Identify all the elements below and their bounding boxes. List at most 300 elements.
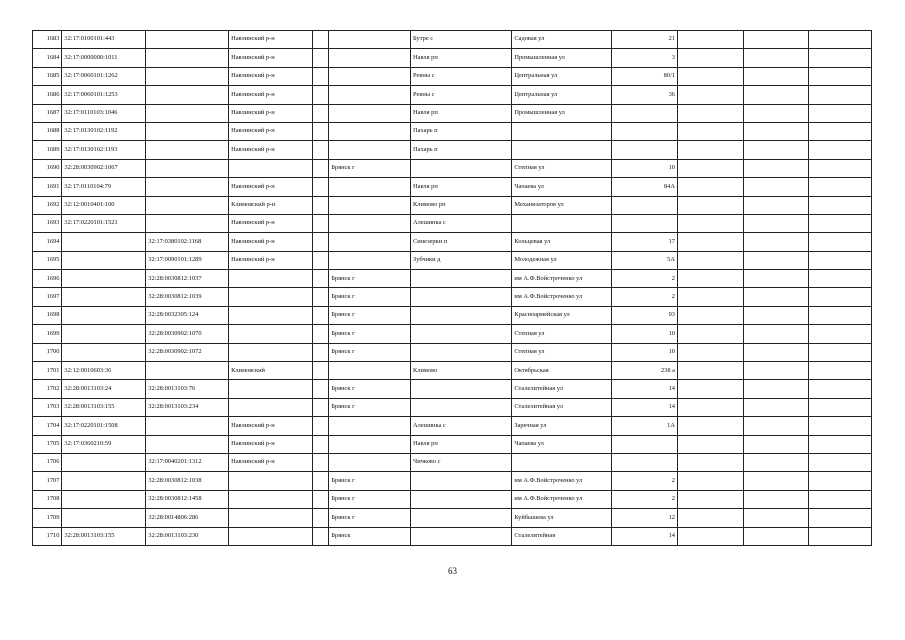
- cadastral-number-alt-cell: [146, 86, 229, 104]
- district-cell: Навлинский р-н: [229, 251, 313, 269]
- row-number-cell: 1690: [33, 159, 62, 177]
- table-row: [33, 49, 872, 67]
- extra-cell: [744, 306, 808, 324]
- table-row: [33, 362, 872, 380]
- house-number-cell: [611, 122, 677, 140]
- cadastral-number-alt-cell: 32:28:0030812:1038: [146, 472, 229, 490]
- extra-cell: [808, 509, 871, 527]
- row-number-cell: 1684: [33, 49, 62, 67]
- cadastral-number-cell: [62, 251, 146, 269]
- city-cell: [329, 196, 411, 214]
- table-row: [33, 159, 872, 177]
- district-cell: Навлинский р-н: [229, 104, 313, 122]
- extra-cell: [744, 251, 808, 269]
- house-number-cell: 14: [611, 380, 677, 398]
- cadastral-number-alt-cell: [146, 141, 229, 159]
- cadastral-number-alt-cell: 32:17:0380102:1168: [146, 233, 229, 251]
- cadastral-number-cell: 32:17:0110104:79: [62, 178, 146, 196]
- house-number-cell: [611, 141, 677, 159]
- extra-cell: [677, 472, 743, 490]
- row-number-cell: 1687: [33, 104, 62, 122]
- district-cell: [229, 490, 313, 508]
- spacer-cell: [312, 67, 328, 85]
- extra-cell: [808, 214, 871, 232]
- district-cell: [229, 380, 313, 398]
- extra-cell: [808, 306, 871, 324]
- spacer-cell: [312, 380, 328, 398]
- extra-cell: [677, 214, 743, 232]
- cadastral-number-cell: [62, 270, 146, 288]
- cadastral-number-cell: [62, 472, 146, 490]
- extra-cell: [808, 490, 871, 508]
- extra-cell: [677, 325, 743, 343]
- city-cell: Брянск г: [329, 398, 411, 416]
- city-cell: Брянск г: [329, 306, 411, 324]
- street-cell: Центральная ул: [512, 67, 611, 85]
- extra-cell: [677, 398, 743, 416]
- spacer-cell: [312, 104, 328, 122]
- extra-cell: [808, 159, 871, 177]
- street-cell: Сталелитейная ул: [512, 398, 611, 416]
- extra-cell: [744, 122, 808, 140]
- district-cell: Навлинский р-н: [229, 178, 313, 196]
- locality-cell: [411, 398, 512, 416]
- city-cell: [329, 251, 411, 269]
- extra-cell: [744, 141, 808, 159]
- street-cell: Степная ул: [512, 159, 611, 177]
- locality-cell: Пахарь п: [411, 122, 512, 140]
- extra-cell: [677, 490, 743, 508]
- cadastral-number-cell: 32:17:0130102:1193: [62, 141, 146, 159]
- locality-cell: [411, 490, 512, 508]
- extra-cell: [677, 67, 743, 85]
- extra-cell: [677, 288, 743, 306]
- locality-cell: [411, 270, 512, 288]
- row-number-cell: 1692: [33, 196, 62, 214]
- cadastral-number-alt-cell: 32:28:0013103:234: [146, 398, 229, 416]
- street-cell: Садовая ул: [512, 31, 611, 49]
- cadastral-number-cell: [62, 306, 146, 324]
- extra-cell: [677, 233, 743, 251]
- extra-cell: [744, 178, 808, 196]
- row-number-cell: 1693: [33, 214, 62, 232]
- extra-cell: [808, 453, 871, 471]
- cadastral-number-cell: [62, 343, 146, 361]
- district-cell: Навлинский р-н: [229, 214, 313, 232]
- street-cell: Механизаторов ул: [512, 196, 611, 214]
- extra-cell: [744, 49, 808, 67]
- street-cell: Чапаева ул: [512, 435, 611, 453]
- cadastral-number-cell: [62, 509, 146, 527]
- street-cell: Сталелитейная ул: [512, 380, 611, 398]
- house-number-cell: 14: [611, 527, 677, 545]
- cadastral-number-alt-cell: 32:28:0013103:230: [146, 527, 229, 545]
- spacer-cell: [312, 159, 328, 177]
- street-cell: Центральная ул: [512, 86, 611, 104]
- spacer-cell: [312, 527, 328, 545]
- row-number-cell: 1700: [33, 343, 62, 361]
- city-cell: [329, 417, 411, 435]
- row-number-cell: 1709: [33, 509, 62, 527]
- row-number-cell: 1696: [33, 270, 62, 288]
- street-cell: [512, 453, 611, 471]
- table-row: [33, 527, 872, 545]
- spacer-cell: [312, 178, 328, 196]
- city-cell: Брянск г: [329, 472, 411, 490]
- street-cell: им А.Ф.Войстроченко ул: [512, 270, 611, 288]
- row-number-cell: 1688: [33, 122, 62, 140]
- district-cell: Климовский: [229, 362, 313, 380]
- cadastral-number-cell: [62, 490, 146, 508]
- street-cell: Кольцевая ул: [512, 233, 611, 251]
- extra-cell: [677, 251, 743, 269]
- cadastral-number-cell: [62, 325, 146, 343]
- city-cell: Брянск г: [329, 490, 411, 508]
- extra-cell: [808, 122, 871, 140]
- spacer-cell: [312, 435, 328, 453]
- cadastral-number-cell: 32:17:0100101:443: [62, 31, 146, 49]
- house-number-cell: 21: [611, 31, 677, 49]
- house-number-cell: 10: [611, 159, 677, 177]
- extra-cell: [744, 31, 808, 49]
- spacer-cell: [312, 417, 328, 435]
- district-cell: [229, 343, 313, 361]
- locality-cell: [411, 380, 512, 398]
- house-number-cell: [611, 435, 677, 453]
- locality-cell: [411, 325, 512, 343]
- row-number-cell: 1703: [33, 398, 62, 416]
- cadastral-number-cell: [62, 233, 146, 251]
- cadastral-number-alt-cell: [146, 178, 229, 196]
- street-cell: [512, 214, 611, 232]
- locality-cell: Климово: [411, 362, 512, 380]
- house-number-cell: 3: [611, 49, 677, 67]
- cadastral-number-alt-cell: 32:28:0030902:1072: [146, 343, 229, 361]
- district-cell: Навлинский р-н: [229, 67, 313, 85]
- extra-cell: [744, 104, 808, 122]
- house-number-cell: 14: [611, 398, 677, 416]
- extra-cell: [808, 104, 871, 122]
- street-cell: Промышленная ул: [512, 49, 611, 67]
- cadastral-number-cell: 32:12:0010603:36: [62, 362, 146, 380]
- street-cell: [512, 141, 611, 159]
- extra-cell: [677, 178, 743, 196]
- spacer-cell: [312, 362, 328, 380]
- cadastral-number-alt-cell: 32:28:0030812:1458: [146, 490, 229, 508]
- spacer-cell: [312, 233, 328, 251]
- cadastral-number-cell: 32:17:0220101:1508: [62, 417, 146, 435]
- extra-cell: [677, 31, 743, 49]
- locality-cell: [411, 527, 512, 545]
- spacer-cell: [312, 141, 328, 159]
- cadastral-number-cell: 32:17:0060101:1262: [62, 67, 146, 85]
- extra-cell: [744, 196, 808, 214]
- extra-cell: [808, 233, 871, 251]
- extra-cell: [744, 214, 808, 232]
- city-cell: Брянск г: [329, 343, 411, 361]
- locality-cell: [411, 159, 512, 177]
- extra-cell: [744, 398, 808, 416]
- extra-cell: [808, 270, 871, 288]
- cadastral-number-cell: 32:28:0013103:155: [62, 398, 146, 416]
- spacer-cell: [312, 251, 328, 269]
- cadastral-number-alt-cell: 32:28:0030812:1037: [146, 270, 229, 288]
- extra-cell: [744, 472, 808, 490]
- registry-table-body: [33, 31, 872, 546]
- extra-cell: [744, 490, 808, 508]
- cadastral-number-cell: 32:17:0130102:1192: [62, 122, 146, 140]
- row-number-cell: 1704: [33, 417, 62, 435]
- spacer-cell: [312, 325, 328, 343]
- extra-cell: [808, 49, 871, 67]
- city-cell: [329, 104, 411, 122]
- extra-cell: [808, 86, 871, 104]
- row-number-cell: 1701: [33, 362, 62, 380]
- extra-cell: [744, 527, 808, 545]
- extra-cell: [677, 343, 743, 361]
- extra-cell: [677, 380, 743, 398]
- locality-cell: Зубчики д: [411, 251, 512, 269]
- street-cell: им А.Ф.Войстроченко ул: [512, 490, 611, 508]
- table-row: [33, 325, 872, 343]
- extra-cell: [744, 270, 808, 288]
- district-cell: [229, 159, 313, 177]
- spacer-cell: [312, 453, 328, 471]
- spacer-cell: [312, 86, 328, 104]
- cadastral-number-alt-cell: 32:17:0040201:1312: [146, 453, 229, 471]
- locality-cell: [411, 288, 512, 306]
- house-number-cell: 93: [611, 306, 677, 324]
- extra-cell: [744, 453, 808, 471]
- house-number-cell: 10: [611, 325, 677, 343]
- city-cell: Брянск г: [329, 509, 411, 527]
- extra-cell: [677, 270, 743, 288]
- spacer-cell: [312, 306, 328, 324]
- district-cell: [229, 325, 313, 343]
- cadastral-number-cell: [62, 288, 146, 306]
- district-cell: Навлинский р-н: [229, 141, 313, 159]
- district-cell: [229, 288, 313, 306]
- house-number-cell: 2: [611, 288, 677, 306]
- spacer-cell: [312, 122, 328, 140]
- house-number-cell: 10: [611, 343, 677, 361]
- city-cell: [329, 178, 411, 196]
- house-number-cell: 1А: [611, 417, 677, 435]
- extra-cell: [808, 527, 871, 545]
- extra-cell: [677, 196, 743, 214]
- locality-cell: [411, 472, 512, 490]
- spacer-cell: [312, 472, 328, 490]
- locality-cell: Навля рп: [411, 435, 512, 453]
- house-number-cell: [611, 196, 677, 214]
- locality-cell: Ревны с: [411, 67, 512, 85]
- extra-cell: [744, 86, 808, 104]
- row-number-cell: 1702: [33, 380, 62, 398]
- extra-cell: [677, 362, 743, 380]
- cadastral-number-alt-cell: [146, 159, 229, 177]
- house-number-cell: 2: [611, 490, 677, 508]
- cadastral-number-alt-cell: [146, 67, 229, 85]
- house-number-cell: 5А: [611, 251, 677, 269]
- city-cell: [329, 453, 411, 471]
- table-row: [33, 31, 872, 49]
- extra-cell: [677, 49, 743, 67]
- cadastral-number-alt-cell: 32:28:0014806:286: [146, 509, 229, 527]
- extra-cell: [808, 417, 871, 435]
- extra-cell: [808, 288, 871, 306]
- street-cell: Куйбышева ул: [512, 509, 611, 527]
- row-number-cell: 1686: [33, 86, 62, 104]
- page-number: 63: [448, 566, 457, 576]
- row-number-cell: 1710: [33, 527, 62, 545]
- extra-cell: [677, 141, 743, 159]
- street-cell: [512, 122, 611, 140]
- row-number-cell: 1706: [33, 453, 62, 471]
- extra-cell: [808, 362, 871, 380]
- extra-cell: [677, 509, 743, 527]
- street-cell: Промышленная ул: [512, 104, 611, 122]
- house-number-cell: 12: [611, 509, 677, 527]
- extra-cell: [677, 86, 743, 104]
- row-number-cell: 1707: [33, 472, 62, 490]
- cadastral-number-cell: 32:17:0110103:1046: [62, 104, 146, 122]
- cadastral-number-alt-cell: [146, 104, 229, 122]
- table-row: [33, 86, 872, 104]
- locality-cell: Чичково с: [411, 453, 512, 471]
- city-cell: Брянск г: [329, 270, 411, 288]
- house-number-cell: 2: [611, 270, 677, 288]
- cadastral-number-alt-cell: 32:28:0032305:124: [146, 306, 229, 324]
- table-row: [33, 251, 872, 269]
- district-cell: Навлинский р-н: [229, 233, 313, 251]
- cadastral-number-alt-cell: [146, 435, 229, 453]
- city-cell: Брянск г: [329, 325, 411, 343]
- extra-cell: [808, 325, 871, 343]
- locality-cell: [411, 509, 512, 527]
- locality-cell: Пахарь п: [411, 141, 512, 159]
- house-number-cell: 17: [611, 233, 677, 251]
- cadastral-number-cell: 32:17:0000000:1011: [62, 49, 146, 67]
- cadastral-number-alt-cell: 32:17:0090101:1289: [146, 251, 229, 269]
- table-row: [33, 343, 872, 361]
- row-number-cell: 1691: [33, 178, 62, 196]
- city-cell: Брянск г: [329, 380, 411, 398]
- extra-cell: [744, 325, 808, 343]
- extra-cell: [808, 343, 871, 361]
- locality-cell: Навля рп: [411, 104, 512, 122]
- spacer-cell: [312, 31, 328, 49]
- locality-cell: Навля рп: [411, 49, 512, 67]
- locality-cell: Алешинка с: [411, 214, 512, 232]
- table-row: [33, 67, 872, 85]
- table-row: [33, 435, 872, 453]
- spacer-cell: [312, 196, 328, 214]
- table-row: [33, 233, 872, 251]
- extra-cell: [677, 417, 743, 435]
- extra-cell: [808, 196, 871, 214]
- cadastral-number-cell: 32:28:0013103:24: [62, 380, 146, 398]
- spacer-cell: [312, 270, 328, 288]
- cadastral-number-cell: 32:28:0030902:1067: [62, 159, 146, 177]
- city-cell: [329, 49, 411, 67]
- table-row: [33, 453, 872, 471]
- district-cell: Климовский р-н: [229, 196, 313, 214]
- district-cell: Навлинский р-н: [229, 417, 313, 435]
- table-row: [33, 104, 872, 122]
- extra-cell: [808, 380, 871, 398]
- street-cell: им А.Ф.Войстроченко ул: [512, 472, 611, 490]
- house-number-cell: [611, 104, 677, 122]
- cadastral-number-cell: 32:12:0010401:100: [62, 196, 146, 214]
- city-cell: [329, 214, 411, 232]
- spacer-cell: [312, 490, 328, 508]
- locality-cell: Бутре с: [411, 31, 512, 49]
- locality-cell: Климово рп: [411, 196, 512, 214]
- extra-cell: [808, 251, 871, 269]
- extra-cell: [677, 159, 743, 177]
- cadastral-number-cell: [62, 453, 146, 471]
- street-cell: Степная ул: [512, 325, 611, 343]
- extra-cell: [677, 435, 743, 453]
- locality-cell: [411, 343, 512, 361]
- cadastral-number-alt-cell: [146, 49, 229, 67]
- extra-cell: [808, 178, 871, 196]
- street-cell: Сталелитейная: [512, 527, 611, 545]
- city-cell: [329, 67, 411, 85]
- extra-cell: [744, 67, 808, 85]
- district-cell: Навлинский р-н: [229, 49, 313, 67]
- city-cell: [329, 233, 411, 251]
- cadastral-number-alt-cell: 32:28:0030902:1070: [146, 325, 229, 343]
- row-number-cell: 1699: [33, 325, 62, 343]
- city-cell: [329, 141, 411, 159]
- city-cell: [329, 435, 411, 453]
- locality-cell: [411, 306, 512, 324]
- district-cell: [229, 509, 313, 527]
- city-cell: Брянск г: [329, 288, 411, 306]
- street-cell: Молодежная ул: [512, 251, 611, 269]
- extra-cell: [744, 159, 808, 177]
- district-cell: [229, 306, 313, 324]
- extra-cell: [744, 380, 808, 398]
- cadastral-number-alt-cell: [146, 196, 229, 214]
- city-cell: [329, 122, 411, 140]
- cadastral-number-alt-cell: [146, 122, 229, 140]
- locality-cell: Навля рп: [411, 178, 512, 196]
- street-cell: Степная ул: [512, 343, 611, 361]
- spacer-cell: [312, 509, 328, 527]
- cadastral-number-alt-cell: [146, 362, 229, 380]
- table-row: [33, 214, 872, 232]
- row-number-cell: 1695: [33, 251, 62, 269]
- table-row: [33, 270, 872, 288]
- extra-cell: [677, 122, 743, 140]
- city-cell: [329, 31, 411, 49]
- spacer-cell: [312, 398, 328, 416]
- cadastral-number-alt-cell: 32:28:0030812:1039: [146, 288, 229, 306]
- extra-cell: [677, 306, 743, 324]
- row-number-cell: 1698: [33, 306, 62, 324]
- house-number-cell: 238 а: [611, 362, 677, 380]
- city-cell: [329, 362, 411, 380]
- extra-cell: [744, 362, 808, 380]
- district-cell: [229, 527, 313, 545]
- cadastral-number-cell: 32:17:0220101:1521: [62, 214, 146, 232]
- extra-cell: [808, 141, 871, 159]
- district-cell: [229, 398, 313, 416]
- row-number-cell: 1683: [33, 31, 62, 49]
- district-cell: Навлинский р-н: [229, 453, 313, 471]
